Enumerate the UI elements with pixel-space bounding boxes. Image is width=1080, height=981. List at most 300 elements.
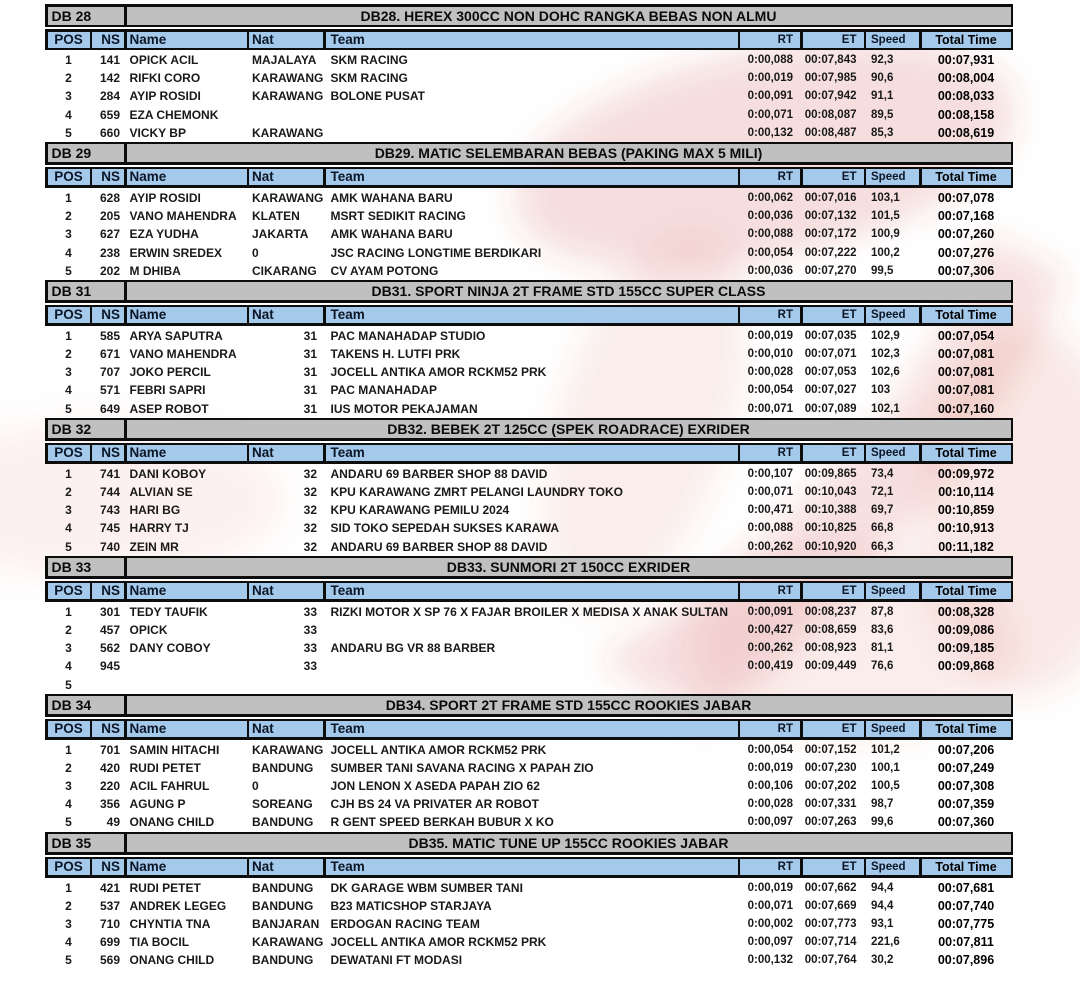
column-header-pos: POS (48, 32, 90, 48)
rt-cell: 0:00,132 (747, 126, 793, 139)
speed-cell: 103 (871, 384, 891, 397)
pos-cell: 1 (65, 604, 72, 619)
pos-cell: 1 (65, 328, 72, 343)
result-row (45, 465, 1013, 483)
pos-cell: 1 (65, 466, 72, 481)
name-cell: M DHIBA (129, 263, 181, 278)
nat-cell: 31 (303, 401, 317, 416)
total-cell: 00:07,249 (937, 760, 995, 775)
column-header-pos: POS (48, 445, 90, 461)
speed-cell: 99,5 (871, 264, 894, 277)
column-header-row (45, 305, 1013, 326)
class-title: DB31. SPORT NINJA 2T FRAME STD 155CC SUPER CLASS (127, 282, 1011, 300)
column-header-name: Name (127, 859, 247, 875)
class-title-bar (45, 556, 1013, 579)
rt-cell: 0:00,019 (747, 72, 793, 85)
pos-cell: 3 (65, 365, 72, 380)
nat-cell: 33 (303, 622, 317, 637)
speed-cell: 30,2 (871, 954, 894, 967)
result-row (45, 363, 1013, 381)
speed-cell: 99,6 (871, 816, 894, 829)
ns-cell: 205 (99, 209, 120, 224)
race-class-table-db35 (45, 832, 1013, 970)
name-cell: VICKY BP (129, 125, 186, 140)
total-cell: 00:07,681 (937, 880, 995, 895)
rt-cell: 0:00,106 (747, 780, 793, 793)
speed-cell: 101,5 (871, 210, 900, 223)
ns-cell: 301 (99, 604, 120, 619)
rt-cell: 0:00,002 (747, 918, 793, 930)
total-cell: 00:10,913 (937, 521, 995, 536)
nat-cell (249, 676, 323, 694)
speed-cell: 69,7 (871, 504, 894, 517)
rt-cell: 0:00,019 (747, 881, 793, 894)
column-header-speed: Speed (866, 307, 919, 323)
rt-cell: 0:00,262 (747, 642, 793, 655)
et-cell: 00:08,237 (804, 605, 857, 618)
pos-cell: 4 (65, 107, 72, 122)
rt-cell: 0:00,071 (747, 108, 793, 121)
name-cell: EZA CHEMONK (129, 107, 219, 122)
et-cell: 00:08,923 (804, 642, 857, 655)
ns-cell: 202 (99, 263, 120, 278)
pos-cell: 3 (65, 89, 72, 104)
et-cell: 00:09,865 (804, 467, 857, 480)
total-cell: 00:09,185 (937, 641, 995, 656)
rt-cell: 0:00,054 (747, 246, 793, 259)
result-row (45, 915, 1013, 933)
nat-cell: 33 (303, 659, 317, 674)
et-cell: 00:07,942 (804, 90, 857, 103)
pos-cell: 4 (65, 383, 72, 398)
pos-cell: 2 (65, 622, 72, 637)
team-cell: JSC RACING LONGTIME BERDIKARI (330, 245, 542, 260)
speed-cell: 102,1 (871, 402, 900, 415)
pos-cell: 1 (65, 742, 72, 757)
result-row (45, 207, 1013, 225)
class-title-bar (45, 4, 1013, 27)
nat-cell (249, 106, 323, 124)
nat-cell: 32 (303, 485, 317, 499)
pos-cell: 1 (65, 190, 72, 205)
et-cell: 00:07,172 (804, 228, 857, 241)
team-cell: MSRT SEDIKIT RACING (330, 209, 466, 224)
pos-cell: 3 (65, 227, 72, 242)
column-header-et: ET (803, 445, 864, 461)
class-title: DB28. HEREX 300CC NON DOHC RANGKA BEBAS NON ALMU (127, 7, 1011, 25)
column-header-total: Total Time (922, 307, 1011, 323)
team-cell: BOLONE PUSAT (330, 89, 425, 104)
ns-cell: 571 (99, 383, 120, 398)
nat-cell: BANDUNG (252, 880, 314, 895)
column-header-pos: POS (48, 169, 90, 185)
pos-cell: 5 (65, 815, 72, 830)
team-cell: RIZKI MOTOR X SP 76 X FAJAR BROILER X MEDISA X ANAK SULTAN (330, 604, 729, 619)
rt-cell (740, 676, 800, 694)
speed-cell: 81,1 (871, 642, 894, 655)
et-cell: 00:07,016 (804, 191, 857, 204)
total-cell: 00:07,260 (937, 227, 995, 242)
result-row (45, 189, 1013, 207)
name-cell: RIFKI CORO (129, 71, 201, 86)
ns-cell: 356 (99, 797, 120, 812)
name-cell: RUDI PETET (129, 760, 201, 775)
result-rows (45, 51, 1013, 142)
pos-cell: 2 (65, 71, 72, 86)
column-header-ns: NS (92, 859, 124, 875)
speed-cell: 76,6 (871, 660, 894, 673)
pos-cell: 1 (65, 53, 72, 67)
class-title: DB29. MATIC SELEMBARAN BEBAS (PAKING MAX 5 MILI) (127, 144, 1011, 162)
result-row (45, 51, 1013, 69)
nat-cell: MAJALAYA (252, 53, 317, 67)
column-header-name: Name (127, 169, 247, 185)
column-header-nat: Nat (249, 307, 323, 323)
pos-cell: 4 (65, 935, 72, 950)
column-header-rt: RT (740, 307, 800, 323)
column-header-name: Name (127, 32, 247, 48)
column-header-rt: RT (740, 445, 800, 461)
name-cell (127, 676, 247, 694)
nat-cell: KARAWANG (252, 935, 323, 950)
team-cell: JOCELL ANTIKA AMOR RCKM52 PRK (330, 365, 547, 380)
class-code-label: DB 29 (48, 144, 125, 162)
ns-cell: 671 (99, 347, 120, 362)
ns-cell: 660 (99, 125, 120, 140)
pos-cell: 5 (65, 953, 72, 968)
team-cell: CV AYAM POTONG (330, 263, 439, 278)
name-cell: AYIP ROSIDI (129, 190, 201, 205)
et-cell: 00:07,270 (804, 264, 857, 277)
et-cell: 00:07,714 (804, 936, 857, 949)
result-row (45, 759, 1013, 777)
name-cell: ARYA SAPUTRA (129, 328, 223, 343)
pos-cell: 4 (65, 797, 72, 812)
ns-cell: 220 (99, 779, 120, 794)
rt-cell: 0:00,054 (747, 743, 793, 756)
class-title-bar (45, 280, 1013, 303)
team-cell: KPU KARAWANG PEMILU 2024 (330, 503, 510, 518)
total-cell: 00:11,182 (938, 539, 994, 554)
speed-cell: 101,2 (871, 743, 900, 756)
result-row (45, 381, 1013, 399)
name-cell: DANY COBOY (129, 641, 211, 656)
result-row (45, 795, 1013, 813)
table-list (45, 4, 1080, 970)
column-header-row (45, 581, 1013, 602)
team-cell: CJH BS 24 VA PRIVATER AR ROBOT (330, 797, 539, 812)
class-code-label: DB 28 (48, 7, 125, 25)
ns-cell: 562 (99, 641, 120, 656)
result-row (45, 106, 1013, 124)
ns-cell: 741 (99, 466, 120, 481)
ns-cell: 141 (99, 53, 120, 67)
speed-cell: 94,4 (871, 881, 894, 894)
class-code-label: DB 35 (48, 834, 125, 852)
et-cell: 00:08,487 (804, 126, 857, 139)
name-cell: FEBRI SAPRI (129, 383, 206, 398)
team-cell: JOCELL ANTIKA AMOR RCKM52 PRK (330, 935, 547, 950)
ns-cell: 707 (99, 365, 120, 380)
total-cell: 00:07,306 (937, 263, 995, 278)
name-cell: JOKO PERCIL (129, 365, 211, 380)
ns-cell: 49 (106, 815, 120, 830)
column-header-team: Team (326, 721, 738, 737)
result-row (45, 741, 1013, 759)
speed-cell: 92,3 (871, 54, 894, 66)
result-row (45, 933, 1013, 951)
team-cell: PAC MANAHADAP (330, 383, 437, 398)
rt-cell: 0:00,262 (747, 540, 793, 553)
total-cell: 00:08,158 (937, 107, 995, 122)
nat-cell: 32 (303, 539, 317, 554)
speed-cell: 87,8 (871, 605, 894, 618)
nat-cell: 32 (303, 521, 317, 536)
total-cell: 00:07,360 (937, 815, 995, 830)
column-header-rt: RT (740, 721, 800, 737)
result-row (45, 262, 1013, 280)
ns-cell: 945 (99, 659, 120, 674)
nat-cell: KARAWANG (252, 125, 323, 140)
nat-cell: KARAWANG (252, 89, 323, 104)
speed-cell: 102,6 (871, 366, 900, 379)
team-cell: SKM RACING (330, 71, 408, 86)
race-class-table-db32 (45, 418, 1013, 556)
column-header-et: ET (803, 32, 864, 48)
ns-cell: 421 (99, 880, 120, 895)
total-cell: 00:07,775 (937, 917, 995, 931)
column-header-name: Name (127, 721, 247, 737)
et-cell: 00:07,773 (804, 918, 857, 930)
speed-cell: 100,5 (871, 780, 900, 793)
et-cell: 00:10,825 (804, 522, 857, 535)
result-row (45, 501, 1013, 519)
result-row (45, 87, 1013, 105)
rt-cell: 0:00,088 (747, 522, 793, 535)
ns-cell: 537 (99, 898, 120, 913)
team-cell: R GENT SPEED BERKAH BUBUR X KO (330, 815, 554, 830)
column-header-total: Total Time (922, 32, 1011, 48)
team-cell: AMK WAHANA BARU (330, 227, 453, 242)
column-header-total: Total Time (922, 583, 1011, 599)
total-cell: 00:07,081 (937, 347, 995, 362)
column-header-pos: POS (48, 721, 90, 737)
et-cell: 00:07,152 (804, 743, 857, 756)
pos-cell: 3 (65, 641, 72, 656)
ns-cell: 740 (99, 539, 120, 554)
et-cell: 00:07,985 (804, 72, 857, 85)
et-cell: 00:07,071 (804, 348, 857, 361)
speed-cell: 100,2 (871, 246, 900, 259)
rt-cell: 0:00,019 (747, 761, 793, 774)
column-header-row (45, 443, 1013, 464)
nat-cell: 31 (303, 328, 317, 343)
ns-cell: 710 (99, 917, 120, 931)
nat-cell: JAKARTA (252, 227, 309, 242)
class-title-bar (45, 832, 1013, 855)
total-cell: 00:07,308 (937, 779, 995, 794)
ns-cell: 649 (99, 401, 120, 416)
column-header-nat: Nat (249, 445, 323, 461)
column-header-row (45, 719, 1013, 740)
total-cell: 00:07,740 (937, 898, 995, 913)
et-cell: 00:07,027 (804, 384, 857, 397)
rt-cell: 0:00,062 (747, 191, 793, 204)
et-cell: 00:07,669 (804, 899, 857, 912)
total-cell: 00:07,054 (937, 328, 995, 343)
rt-cell: 0:00,036 (747, 264, 793, 277)
name-cell: ANDREK LEGEG (129, 898, 227, 913)
et-cell: 00:07,053 (804, 366, 857, 379)
class-title: DB32. BEBEK 2T 125CC (SPEK ROADRACE) EXRIDER (127, 420, 1011, 438)
rt-cell: 0:00,019 (747, 329, 793, 342)
rt-cell: 0:00,071 (747, 402, 793, 415)
speed-cell: 85,3 (871, 126, 894, 139)
column-header-nat: Nat (249, 859, 323, 875)
rt-cell: 0:00,088 (747, 228, 793, 241)
ns-cell: 284 (99, 89, 120, 104)
class-code-label: DB 31 (48, 282, 125, 300)
nat-cell: KARAWANG (252, 190, 323, 205)
pos-cell: 4 (65, 521, 72, 536)
speed-cell: 94,4 (871, 899, 894, 912)
result-row (45, 244, 1013, 262)
nat-cell: SOREANG (252, 797, 313, 812)
pos-cell: 1 (65, 880, 72, 895)
name-cell: VANO MAHENDRA (129, 209, 237, 224)
total-cell: 00:07,160 (937, 401, 995, 416)
column-header-total: Total Time (922, 859, 1011, 875)
column-header-speed: Speed (866, 721, 919, 737)
et-cell: 00:07,202 (804, 780, 857, 793)
total-cell: 00:10,859 (937, 503, 995, 518)
team-cell: ANDARU 69 BARBER SHOP 88 DAVID (330, 539, 548, 554)
rt-cell: 0:00,097 (747, 816, 793, 829)
nat-cell: CIKARANG (252, 263, 317, 278)
total-cell: 00:07,081 (937, 365, 995, 380)
rt-cell: 0:00,427 (747, 623, 793, 636)
et-cell (803, 676, 864, 694)
rt-cell: 0:00,054 (747, 384, 793, 397)
nat-cell: BANDUNG (252, 898, 314, 913)
column-header-ns: NS (92, 445, 124, 461)
nat-cell: 32 (303, 466, 317, 481)
rt-cell: 0:00,010 (747, 348, 793, 361)
total-cell: 00:07,359 (937, 797, 995, 812)
pos-cell: 3 (65, 917, 72, 931)
team-cell: KPU KARAWANG ZMRT PELANGI LAUNDRY TOKO (330, 485, 623, 499)
ns-cell: 659 (99, 107, 120, 122)
pos-cell: 5 (65, 539, 72, 554)
name-cell: AGUNG P (129, 797, 186, 812)
et-cell: 00:07,230 (804, 761, 857, 774)
column-header-speed: Speed (866, 32, 919, 48)
team-cell: DEWATANI FT MODASI (330, 953, 463, 968)
column-header-rt: RT (740, 859, 800, 875)
class-title: DB34. SPORT 2T FRAME STD 155CC ROOKIES JABAR (127, 696, 1011, 714)
rt-cell: 0:00,028 (747, 366, 793, 379)
team-cell: AMK WAHANA BARU (330, 190, 453, 205)
ns-cell: 457 (99, 622, 120, 637)
speed-cell: 73,4 (871, 467, 894, 480)
total-cell: 00:07,931 (937, 53, 995, 67)
name-cell: ONANG CHILD (129, 953, 215, 968)
et-cell: 00:07,764 (804, 954, 857, 967)
name-cell: ZEIN MR (129, 539, 179, 554)
nat-cell: 33 (303, 604, 317, 619)
column-header-name: Name (127, 445, 247, 461)
team-cell: B23 MATICSHOP STARJAYA (330, 898, 492, 913)
nat-cell: BANDUNG (252, 815, 314, 830)
result-rows (45, 741, 1013, 832)
column-header-team: Team (326, 32, 738, 48)
column-header-row (45, 167, 1013, 188)
team-cell: SUMBER TANI SAVANA RACING X PAPAH ZIO (330, 760, 594, 775)
column-header-total: Total Time (922, 721, 1011, 737)
class-code-label: DB 32 (48, 420, 125, 438)
speed-cell: 90,6 (871, 72, 894, 85)
team-cell: ERDOGAN RACING TEAM (330, 917, 480, 931)
speed-cell: 72,1 (871, 486, 894, 498)
name-cell: ERWIN SREDEX (129, 245, 222, 260)
ns-cell: 744 (99, 485, 120, 499)
speed-cell: 103,1 (871, 191, 900, 204)
column-header-team: Team (326, 859, 738, 875)
result-row (45, 621, 1013, 639)
name-cell: OPICK ACIL (129, 53, 199, 67)
column-header-nat: Nat (249, 721, 323, 737)
et-cell: 00:10,043 (804, 486, 857, 498)
result-row (45, 327, 1013, 345)
et-cell: 00:07,331 (804, 798, 857, 811)
name-cell: HARRY TJ (129, 521, 189, 536)
total-cell: 00:07,811 (938, 935, 994, 950)
race-class-table-db29 (45, 142, 1013, 280)
rt-cell: 0:00,132 (747, 954, 793, 967)
ns-cell: 569 (99, 953, 120, 968)
result-row (45, 813, 1013, 831)
result-row (45, 777, 1013, 795)
ns-cell: 627 (99, 227, 120, 242)
column-header-team: Team (326, 583, 738, 599)
et-cell: 00:08,659 (804, 623, 857, 636)
pos-cell: 3 (65, 503, 72, 518)
name-cell: RUDI PETET (129, 880, 201, 895)
total-cell: 00:07,896 (937, 953, 995, 968)
result-row (45, 538, 1013, 556)
et-cell: 00:07,132 (804, 210, 857, 223)
total-cell: 00:07,168 (937, 209, 995, 224)
result-rows (45, 327, 1013, 418)
ns-cell: 701 (99, 742, 120, 757)
name-cell: VANO MAHENDRA (129, 347, 237, 362)
name-cell: ALVIAN SE (129, 485, 193, 499)
column-header-speed: Speed (866, 169, 919, 185)
column-header-et: ET (803, 169, 864, 185)
total-cell: 00:09,972 (937, 466, 995, 481)
team-cell (326, 676, 738, 694)
nat-cell: BANDUNG (252, 953, 314, 968)
ns-cell: 745 (99, 521, 120, 536)
team-cell: DK GARAGE WBM SUMBER TANI (330, 880, 523, 895)
et-cell: 00:07,263 (804, 816, 857, 829)
rt-cell: 0:00,097 (747, 936, 793, 949)
class-title-bar (45, 142, 1013, 165)
column-header-speed: Speed (866, 445, 919, 461)
speed-cell: 93,1 (871, 918, 894, 930)
et-cell: 00:07,222 (804, 246, 857, 259)
speed-cell: 83,6 (871, 623, 894, 636)
